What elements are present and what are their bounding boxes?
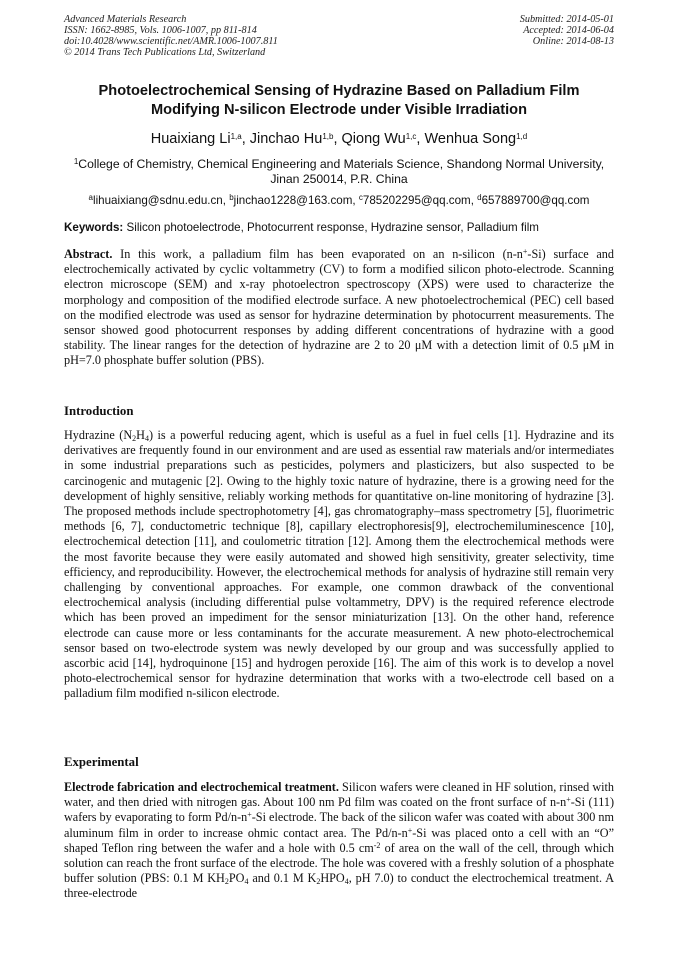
subscript: 2 — [132, 434, 137, 443]
journal-info — [64, 14, 278, 58]
exp-text: -Si (111) wafers by evaporating to form Pd/n-n — [64, 795, 615, 825]
email-link[interactable]: jinchao1228@163.com, — [233, 194, 356, 207]
author-affiliation-marker: 1,b — [322, 132, 334, 141]
abstract-text: In this work, a palladium film has been evaporated on an n-silicon (n-n — [112, 247, 523, 261]
intro-text: Hydrazine (N — [64, 428, 133, 442]
issn-line: ISSN: 1662-8985, Vols. 1006-1007, pp 811-814 — [64, 25, 257, 36]
doi-line: doi:10.4028/www.scientific.net/AMR.1006-1007.811 — [64, 36, 278, 47]
superscript: + — [247, 810, 252, 820]
experimental-text — [64, 780, 614, 902]
subscript: 2 — [224, 877, 229, 887]
affiliation-line-1: College of Chemistry, Chemical Engineering and Materials Science, Shandong Normal University, — [78, 157, 605, 171]
title-line-1: Photoelectrochemical Sensing of Hydrazine Based on Palladium Film — [98, 83, 580, 99]
paper-title — [64, 82, 614, 120]
exp-text: -Si was placed onto a cell with an “O” shaped Teflon ring between the wafer and a hole with 0.5 cm — [64, 825, 615, 855]
abstract-label: Abstract. — [64, 247, 113, 261]
abstract — [64, 247, 614, 369]
exp-text: , pH 7.0) to conduct the electrochemical treatment. A three-electrode — [64, 871, 614, 901]
email-list: $^a$lihuaixiang@sdnu.edu.cn, $^b$jinchao1228@163.com, $^c$785202295@qq.com, $^d$657889700@qq.com — [88, 193, 590, 207]
affiliation-marker: 1 — [73, 157, 79, 166]
affiliation-line-2: Jinan 250014, P.R. China — [270, 172, 408, 186]
author-list: Huaixiang Li$^{1,a}$, Jinchao Hu$^{1,b}$, Qiong Wu$^{1,c}$, Wenhua Song$^{1,d}$ — [150, 131, 528, 147]
exp-text: of area on the wall of the cell, through which solution can reach the front surface of the electrode. The hole was covered with a freshly solution of a phosphate buffer solution (PBS: 0.1 M KH — [64, 840, 614, 886]
keywords-text: Silicon photoelectrode, Photocurrent response, Hydrazine sensor, Palladium film — [126, 221, 539, 234]
dates-info — [520, 14, 614, 47]
subscript: 4 — [144, 434, 149, 443]
submitted-date: Submitted: 2014-05-01 — [519, 14, 614, 25]
section-heading-experimental: Experimental — [64, 755, 139, 769]
title-line-2: Modifying N-silicon Electrode under Visible Irradiation — [151, 102, 527, 118]
abstract-text: -Si) surface and electrochemically activated by cyclic voltammetry (CV) to form a modified silicon photo-electrode. Scanning electron microscope (SEM) and x-ray photoelectron spectroscopy (XPS) were used to characterize the morphology and composition of the modified electrode surface. A new photoelectrochemical (PEC) cell based on the modified electrode was used as sensor for hydrazine determination by photocurrent measurements. The sensor showed good photocurrent responses by adding different concentrations of hydrazine with a good stability. The linear ranges for the detection of hydrazine are 2 to 20 μM with a detection limit of 0.5 μM in pH=7.0 phosphate buffer solution (PBS). — [64, 247, 614, 368]
author-affiliation-marker: 1,a — [230, 132, 242, 141]
journal-name: Advanced Materials Research — [64, 14, 187, 25]
accepted-date: Accepted: 2014-06-04 — [523, 25, 614, 36]
exp-text: -Si electrode. The back of the silicon wafer was coated with about 300 nm aluminum film in order to increase ohmic contact area. The Pd/n-n — [64, 810, 614, 840]
author-name: Huaixiang Li — [150, 131, 231, 147]
author-name: Qiong Wu — [341, 131, 406, 147]
exp-text: Silicon wafers were cleaned in HF solution, rinsed with water, and then dried with nitrogen gas. About 100 nm Pd film was coated on the front surface of n-n — [64, 780, 614, 810]
superscript: + — [566, 795, 571, 805]
author-affiliation-marker: 1,c — [405, 132, 417, 141]
superscript: -2 — [373, 840, 381, 850]
superscript: + — [407, 825, 413, 835]
intro-text: ) is a powerful reducing agent, which is useful as a fuel in fuel cells [1]. Hydrazine and its derivatives are frequently found in our environment and are used as essential raw materials and/or intermediates in some industrial preparations such as pesticides, polymers and plasticizers, but also suspected to be carcinogenic and mutagenic [2]. Owing to the highly toxic nature of hydrazine, there is a growing need for the development of highly sensitive, reliably working methods for quantitative on-line monitoring of hydrazine [3]. The proposed methods include spectrophotometry [4], gas chromatography–mass spectrometry [5], fluorimetric methods [6, 7], conductometric technique [8], capillary electrophoresis[9], electrochemiluminescence [10], electrochemical detection [11], and coulometric titration [12]. Among them the electrochemical methods were the most favorite because they were easily automated and showed high sensitivity, greater selectivity, time efficiency, and reproducibility. However, the electrochemical methods for analysis of hydrazine still remain very challenging by conventional approaches. For example, one common drawback of the conventional electrochemical analysis (including differential pulse voltammetry, DPV) is the required reference electrode which has been proved an impediment for the sensor miniaturization [13]. On the other hand, reference electrode can cause more or less contaminants for the accurate measurement. A new photo-electrochemical sensor based on two-electrode system was newly developed by our group and was successfully applied to ascorbic acid [14], hydroquinone [15] and hydrogen peroxide [16]. The aim of this work is to develop a novel photo-electrochemical sensor for hydrazine determination that works with a two-electrode cell based on a palladium film modified n-silicon electrode. — [64, 428, 614, 701]
introduction-text — [64, 428, 614, 702]
subsection-label: Electrode fabrication and electrochemical treatment. — [64, 780, 339, 794]
email-link[interactable]: 657889700@qq.com — [481, 194, 590, 207]
online-date: Online: 2014-08-13 — [532, 36, 614, 47]
author-name: Jinchao Hu — [249, 131, 323, 147]
subscript: 4 — [244, 877, 249, 887]
copyright-line: © 2014 Trans Tech Publications Ltd, Switzerland — [64, 47, 266, 58]
affiliation — [64, 157, 614, 187]
keywords — [64, 221, 614, 235]
email-link[interactable]: 785202295@qq.com, — [362, 194, 474, 207]
email-link[interactable]: lihuaixiang@sdnu.edu.cn, — [93, 194, 226, 207]
exp-text: HPO — [320, 871, 345, 886]
subscript: 2 — [316, 877, 321, 887]
exp-text: PO — [228, 871, 245, 886]
author-name: Wenhua Song — [424, 131, 517, 147]
exp-text: and 0.1 M K — [248, 871, 317, 886]
intro-text: H — [136, 428, 145, 442]
superscript: + — [522, 247, 528, 256]
section-heading-introduction: Introduction — [64, 404, 134, 418]
author-affiliation-marker: 1,d — [516, 132, 528, 141]
subscript: 4 — [344, 877, 349, 887]
keywords-label: Keywords: — [64, 221, 124, 234]
